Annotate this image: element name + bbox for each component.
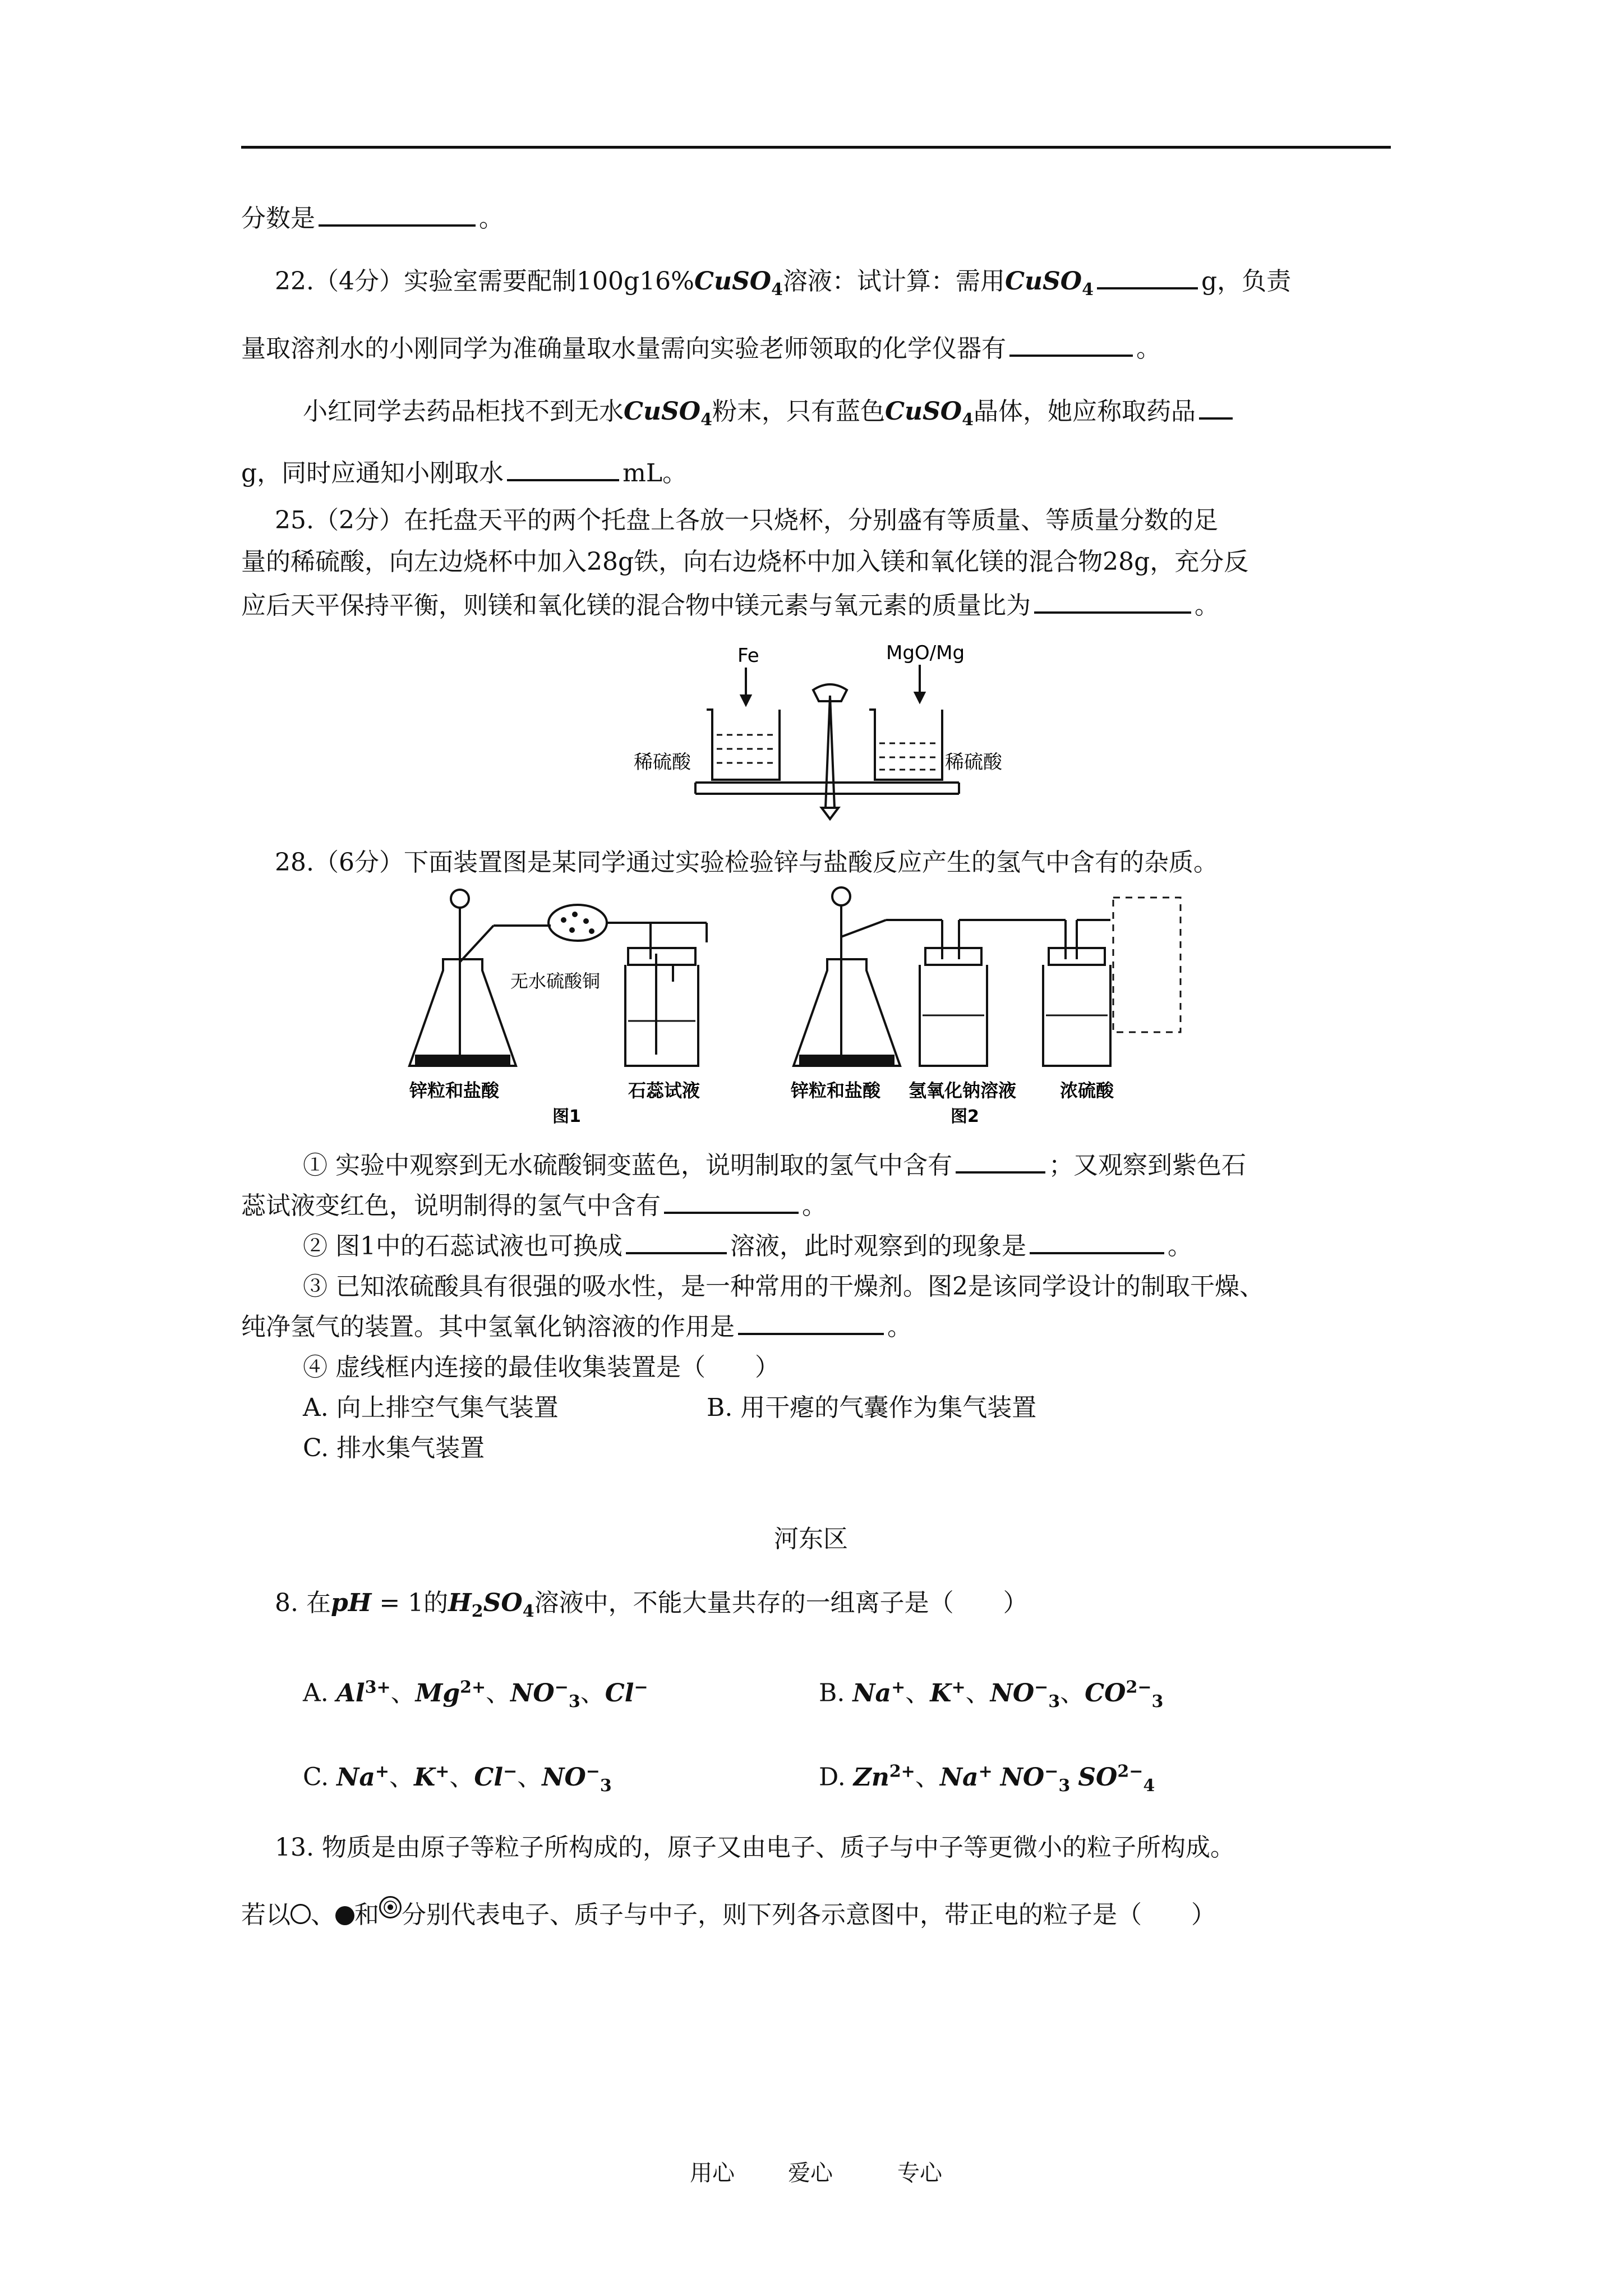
answer-blank[interactable] [1030,1230,1164,1254]
q22-line2: 量取溶剂水的小刚同学为准确量取水量需向实验老师领取的化学仪器有 。 [241,331,1161,367]
zinc-label-1: 锌粒和盐酸 [409,1080,500,1101]
answer-blank[interactable] [738,1310,884,1335]
anhydrous-label: 无水硫酸铜 [510,970,601,992]
district-heading: 河东区 [774,1525,848,1553]
balance-figure [628,639,1032,830]
acid-label: 浓硫酸 [1060,1080,1114,1101]
answer-blank[interactable] [1199,395,1233,420]
litmus-label: 石蕊试液 [628,1080,700,1101]
q8-option-c: C. Na+、K+、Cl−、$NO^-_3$ [303,1761,612,1796]
answer-blank[interactable] [956,1149,1045,1174]
q25-line2: 量的稀硫酸，向左边烧杯中加入28g铁，向右边烧杯中加入镁和氧化镁的混合物28g，充分反 [241,547,1249,576]
fe-label: Fe [737,645,759,667]
q28-intro: 28.（6分）下面装置图是某同学通过实验检验锌与盐酸反应产生的氢气中含有的杂质。 [275,848,1218,877]
formula-cuso4: CuSO$_4$ [1004,267,1094,300]
q28-option-a: A. 向上排空气集气装置 [303,1393,559,1422]
q28-s4: ④ 虚线框内连接的最佳收集装置是（ ） [303,1353,780,1382]
q8-option-a: A. $Al^{3+}$、$Mg^{2+}$、$NO^-_3$、Cl− [303,1677,648,1711]
q28-option-c: C. 排水集气装置 [303,1434,485,1462]
formula-cuso4: CuSO$_4$ [624,397,712,430]
answer-blank[interactable] [507,457,619,481]
q13-line2: 若以 、 和 分别代表电子、质子与中子，则下列各示意图中，带正电的粒子是（ ） [241,1896,1216,1933]
mgo-mg-label: MgO/Mg [886,642,965,664]
q28-s3-line2: 纯净氢气的装置。其中氢氧化钠溶液的作用是 。 [241,1309,912,1345]
q13-line1: 13. 物质是由原子等粒子所构成的，原子又由电子、质子与中子等更微小的粒子所构成。 [275,1833,1235,1862]
naoh-label: 氢氧化钠溶液 [909,1080,1017,1101]
proton-icon [335,1906,354,1925]
q22-line3: 小红同学去药品柜找不到无水CuSO$_4$粉末，只有蓝色CuSO$_4$晶体，她应称取药品 [303,394,1236,438]
footer-aixin: 爱心 [788,2160,833,2186]
left-acid-label: 稀硫酸 [634,751,691,774]
answer-blank[interactable] [1034,589,1191,614]
q28-option-b: B. 用干瘪的气囊作为集气装置 [707,1393,1037,1422]
q28-s1-line1: ① 实验中观察到无水硫酸铜变蓝色，说明制取的氢气中含有 ；又观察到紫色石 [303,1148,1246,1184]
q8-option-d: D. $Zn^{2+}$、Na+ $NO^-_3$ $SO^{2-}_4$ [819,1761,1155,1796]
q8-stem: 8. 在pH = 1的$H_2SO_4$溶液中，不能大量共存的一组离子是（ ） [275,1589,1028,1621]
q28-s1-line2: 蕊试液变红色，说明制得的氢气中含有 。 [241,1188,827,1224]
q22-line1: 22.（4分）实验室需要配制100g16%CuSO$_4$溶液：试计算：需用CuSO$_4$ g，负责 [275,264,1291,308]
apparatus-figure [404,886,1211,1133]
footer-zhuanxin: 专心 [897,2160,942,2186]
q28-s3-line1: ③ 已知浓硫酸具有很强的吸水性，是一种常用的干燥剂。图2是该同学设计的制取干燥、 [303,1272,1264,1301]
top-fragment: 分数是 。 [241,201,504,237]
answer-blank[interactable] [1097,265,1198,289]
q8-option-b: B. Na+、K+、$NO^-_3$、$CO^{2-}_3$ [819,1677,1164,1711]
formula-cuso4: CuSO$_4$ [694,267,783,300]
q28-s2: ② 图1中的石蕊试液也可换成 溶液，此时观察到的现象是 。 [303,1228,1192,1264]
q25-line3: 应后天平保持平衡，则镁和氧化镁的混合物中镁元素与氧元素的质量比为 。 [241,588,1219,624]
q25-line1: 25.（2分）在托盘天平的两个托盘上各放一只烧杯，分别盛有等质量、等质量分数的足 [275,506,1218,535]
footer-yongxin: 用心 [690,2160,735,2186]
answer-blank[interactable] [319,202,476,227]
fig1-label: 图1 [552,1107,581,1126]
answer-blank[interactable] [664,1189,799,1214]
answer-blank[interactable] [1009,332,1133,357]
formula-cuso4: CuSO$_4$ [885,397,974,430]
answer-blank[interactable] [626,1230,727,1254]
neutron-icon [379,1896,402,1918]
electron-icon [291,1904,311,1924]
right-acid-label: 稀硫酸 [945,751,1002,774]
header-rule [241,146,1391,149]
zinc-label-2: 锌粒和盐酸 [791,1080,881,1101]
q22-line4: g，同时应通知小刚取水 mL。 [241,455,687,491]
fig2-label: 图2 [951,1107,979,1126]
